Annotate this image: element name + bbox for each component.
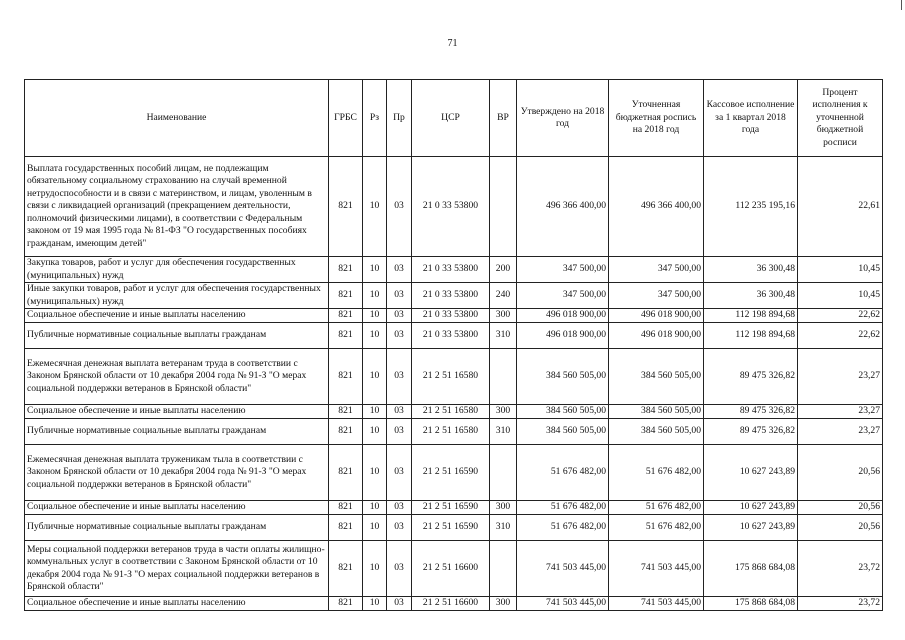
cell-percent: 22,62 bbox=[798, 323, 883, 349]
cell-refined: 51 676 482,00 bbox=[609, 515, 704, 541]
cell-csr: 21 0 33 53800 bbox=[412, 283, 490, 309]
cell-cash: 175 868 684,08 bbox=[704, 597, 798, 611]
col-header-name: Наименование bbox=[25, 80, 329, 157]
cell-pr: 03 bbox=[387, 419, 412, 445]
cell-vr: 310 bbox=[490, 515, 517, 541]
cell-csr: 21 2 51 16580 bbox=[412, 419, 490, 445]
cell-approved: 741 503 445,00 bbox=[517, 541, 609, 597]
cell-pr: 03 bbox=[387, 597, 412, 611]
cell-vr: 240 bbox=[490, 283, 517, 309]
cell-name: Закупка товаров, работ и услуг для обеспечения государственных (муниципальных) нужд bbox=[25, 257, 329, 283]
cell-pr: 03 bbox=[387, 445, 412, 501]
cell-name: Социальное обеспечение и иные выплаты населению bbox=[25, 501, 329, 515]
cell-rz: 10 bbox=[363, 309, 387, 323]
cell-percent: 23,27 bbox=[798, 419, 883, 445]
cell-cash: 10 627 243,89 bbox=[704, 445, 798, 501]
cell-grbs: 821 bbox=[329, 323, 363, 349]
cell-cash: 89 475 326,82 bbox=[704, 419, 798, 445]
cell-approved: 51 676 482,00 bbox=[517, 515, 609, 541]
cell-vr bbox=[490, 349, 517, 405]
cell-rz: 10 bbox=[363, 597, 387, 611]
cell-approved: 51 676 482,00 bbox=[517, 445, 609, 501]
cell-pr: 03 bbox=[387, 323, 412, 349]
table-row bbox=[25, 541, 883, 597]
cell-pr: 03 bbox=[387, 541, 412, 597]
cell-rz: 10 bbox=[363, 349, 387, 405]
cell-refined: 347 500,00 bbox=[609, 283, 704, 309]
cell-grbs: 821 bbox=[329, 541, 363, 597]
cell-approved: 496 018 900,00 bbox=[517, 323, 609, 349]
table-row bbox=[25, 597, 883, 611]
budget-table bbox=[24, 79, 883, 611]
cell-cash: 36 300,48 bbox=[704, 257, 798, 283]
cell-rz: 10 bbox=[363, 257, 387, 283]
cell-grbs: 821 bbox=[329, 309, 363, 323]
cell-grbs: 821 bbox=[329, 515, 363, 541]
cell-cash: 89 475 326,82 bbox=[704, 349, 798, 405]
col-header-rz: Рз bbox=[363, 80, 387, 157]
cell-pr: 03 bbox=[387, 257, 412, 283]
cell-name: Публичные нормативные социальные выплаты гражданам bbox=[25, 515, 329, 541]
cell-percent: 23,27 bbox=[798, 405, 883, 419]
cell-vr: 300 bbox=[490, 405, 517, 419]
table-row bbox=[25, 157, 883, 257]
cell-name: Социальное обеспечение и иные выплаты населению bbox=[25, 405, 329, 419]
cell-csr: 21 0 33 53800 bbox=[412, 157, 490, 257]
cell-csr: 21 2 51 16590 bbox=[412, 501, 490, 515]
cell-name: Ежемесячная денежная выплата ветеранам труда в соответствии с Законом Брянской области от 10 декабря 2004 года № 91-З "О мерах социальной поддержки ветеранов в Брянской области" bbox=[25, 349, 329, 405]
cell-csr: 21 2 51 16580 bbox=[412, 405, 490, 419]
cell-approved: 51 676 482,00 bbox=[517, 501, 609, 515]
table-row bbox=[25, 323, 883, 349]
cell-rz: 10 bbox=[363, 405, 387, 419]
cell-percent: 10,45 bbox=[798, 283, 883, 309]
cell-approved: 384 560 505,00 bbox=[517, 349, 609, 405]
cell-csr: 21 0 33 53800 bbox=[412, 323, 490, 349]
cell-percent: 22,61 bbox=[798, 157, 883, 257]
cell-rz: 10 bbox=[363, 323, 387, 349]
cell-approved: 496 366 400,00 bbox=[517, 157, 609, 257]
table-row bbox=[25, 515, 883, 541]
cell-approved: 384 560 505,00 bbox=[517, 405, 609, 419]
cell-csr: 21 2 51 16590 bbox=[412, 515, 490, 541]
cell-name: Выплата государственных пособий лицам, не подлежащим обязательному социальному страхованию на случай временной нетрудоспособности и в связи с материнством, и лицам, уволенным в связи с ликвидацией организаций (прекращением деятельности, полномочий физическими лицами), в соответствии с Федеральным законом от 19 мая 1995 года № 81-ФЗ "О государственных пособиях гражданам, имеющим детей" bbox=[25, 157, 329, 257]
cell-approved: 347 500,00 bbox=[517, 283, 609, 309]
cell-approved: 741 503 445,00 bbox=[517, 597, 609, 611]
cell-approved: 347 500,00 bbox=[517, 257, 609, 283]
cell-refined: 384 560 505,00 bbox=[609, 349, 704, 405]
cell-name: Иные закупки товаров, работ и услуг для обеспечения государственных (муниципальных) нужд bbox=[25, 283, 329, 309]
cell-refined: 347 500,00 bbox=[609, 257, 704, 283]
cell-grbs: 821 bbox=[329, 349, 363, 405]
cell-name: Публичные нормативные социальные выплаты гражданам bbox=[25, 419, 329, 445]
cell-approved: 496 018 900,00 bbox=[517, 309, 609, 323]
cell-rz: 10 bbox=[363, 501, 387, 515]
cell-grbs: 821 bbox=[329, 405, 363, 419]
col-header-pr: Пр bbox=[387, 80, 412, 157]
cell-grbs: 821 bbox=[329, 597, 363, 611]
cell-percent: 23,27 bbox=[798, 349, 883, 405]
cell-grbs: 821 bbox=[329, 445, 363, 501]
cell-rz: 10 bbox=[363, 419, 387, 445]
cell-cash: 89 475 326,82 bbox=[704, 405, 798, 419]
cell-refined: 741 503 445,00 bbox=[609, 541, 704, 597]
cell-percent: 23,72 bbox=[798, 597, 883, 611]
cell-pr: 03 bbox=[387, 501, 412, 515]
cell-csr: 21 0 33 53800 bbox=[412, 257, 490, 283]
cell-rz: 10 bbox=[363, 445, 387, 501]
cell-percent: 20,56 bbox=[798, 445, 883, 501]
cell-cash: 112 235 195,16 bbox=[704, 157, 798, 257]
cell-approved: 384 560 505,00 bbox=[517, 419, 609, 445]
cell-vr bbox=[490, 445, 517, 501]
cell-rz: 10 bbox=[363, 541, 387, 597]
cell-grbs: 821 bbox=[329, 419, 363, 445]
cell-csr: 21 2 51 16590 bbox=[412, 445, 490, 501]
cell-csr: 21 2 51 16580 bbox=[412, 349, 490, 405]
cell-refined: 496 018 900,00 bbox=[609, 309, 704, 323]
cell-refined: 51 676 482,00 bbox=[609, 501, 704, 515]
cell-rz: 10 bbox=[363, 283, 387, 309]
table-row bbox=[25, 309, 883, 323]
cell-cash: 10 627 243,89 bbox=[704, 501, 798, 515]
cell-name: Социальное обеспечение и иные выплаты населению bbox=[25, 309, 329, 323]
cell-percent: 20,56 bbox=[798, 515, 883, 541]
cell-pr: 03 bbox=[387, 515, 412, 541]
cell-grbs: 821 bbox=[329, 257, 363, 283]
cell-csr: 21 2 51 16600 bbox=[412, 541, 490, 597]
cell-name: Публичные нормативные социальные выплаты гражданам bbox=[25, 323, 329, 349]
cell-vr: 300 bbox=[490, 501, 517, 515]
cell-cash: 112 198 894,68 bbox=[704, 323, 798, 349]
cell-refined: 51 676 482,00 bbox=[609, 445, 704, 501]
col-header-percent: Процент исполнения к уточненной бюджетной росписи bbox=[798, 80, 883, 157]
cell-rz: 10 bbox=[363, 515, 387, 541]
table-row bbox=[25, 257, 883, 283]
cell-pr: 03 bbox=[387, 405, 412, 419]
cell-vr bbox=[490, 541, 517, 597]
cell-refined: 496 366 400,00 bbox=[609, 157, 704, 257]
cell-refined: 384 560 505,00 bbox=[609, 405, 704, 419]
col-header-grbs: ГРБС bbox=[329, 80, 363, 157]
table-header-row bbox=[25, 80, 883, 157]
cell-vr bbox=[490, 157, 517, 257]
cell-cash: 36 300,48 bbox=[704, 283, 798, 309]
cell-percent: 23,72 bbox=[798, 541, 883, 597]
cell-percent: 22,62 bbox=[798, 309, 883, 323]
table-row bbox=[25, 283, 883, 309]
cell-pr: 03 bbox=[387, 157, 412, 257]
cell-pr: 03 bbox=[387, 283, 412, 309]
cell-grbs: 821 bbox=[329, 283, 363, 309]
col-header-approved: Утверждено на 2018 год bbox=[517, 80, 609, 157]
page-number: 71 bbox=[447, 38, 458, 49]
cell-vr: 300 bbox=[490, 309, 517, 323]
cell-refined: 741 503 445,00 bbox=[609, 597, 704, 611]
cell-cash: 112 198 894,68 bbox=[704, 309, 798, 323]
cell-percent: 10,45 bbox=[798, 257, 883, 283]
cell-vr: 310 bbox=[490, 323, 517, 349]
cell-pr: 03 bbox=[387, 349, 412, 405]
col-header-vr: ВР bbox=[490, 80, 517, 157]
cell-csr: 21 0 33 53800 bbox=[412, 309, 490, 323]
cell-name: Ежемесячная денежная выплата труженикам тыла в соответствии с Законом Брянской области от 10 декабря 2004 года № 91-З "О мерах социальной поддержки ветеранов в Брянской области" bbox=[25, 445, 329, 501]
cell-percent: 20,56 bbox=[798, 501, 883, 515]
col-header-csr: ЦСР bbox=[412, 80, 490, 157]
cell-name: Меры социальной поддержки ветеранов труда в части оплаты жилищно-коммунальных услуг в соответствии с Законом Брянской области от 10 декабря 2004 года № 91-З "О мерах социальной поддержки ветеранов в Брянской области" bbox=[25, 541, 329, 597]
cell-grbs: 821 bbox=[329, 501, 363, 515]
cell-vr: 200 bbox=[490, 257, 517, 283]
table-row bbox=[25, 349, 883, 405]
col-header-refined: Уточненная бюджетная роспись на 2018 год bbox=[609, 80, 704, 157]
cell-csr: 21 2 51 16600 bbox=[412, 597, 490, 611]
cell-cash: 175 868 684,08 bbox=[704, 541, 798, 597]
cell-vr: 310 bbox=[490, 419, 517, 445]
col-header-cash: Кассовое исполнение за 1 квартал 2018 года bbox=[704, 80, 798, 157]
table-row bbox=[25, 419, 883, 445]
cell-cash: 10 627 243,89 bbox=[704, 515, 798, 541]
cell-refined: 496 018 900,00 bbox=[609, 323, 704, 349]
table-row bbox=[25, 445, 883, 501]
cell-grbs: 821 bbox=[329, 157, 363, 257]
cell-refined: 384 560 505,00 bbox=[609, 419, 704, 445]
table-row bbox=[25, 501, 883, 515]
table-row bbox=[25, 405, 883, 419]
cell-name: Социальное обеспечение и иные выплаты населению bbox=[25, 597, 329, 611]
edge-mark bbox=[901, 0, 902, 10]
cell-rz: 10 bbox=[363, 157, 387, 257]
cell-vr: 300 bbox=[490, 597, 517, 611]
cell-pr: 03 bbox=[387, 309, 412, 323]
